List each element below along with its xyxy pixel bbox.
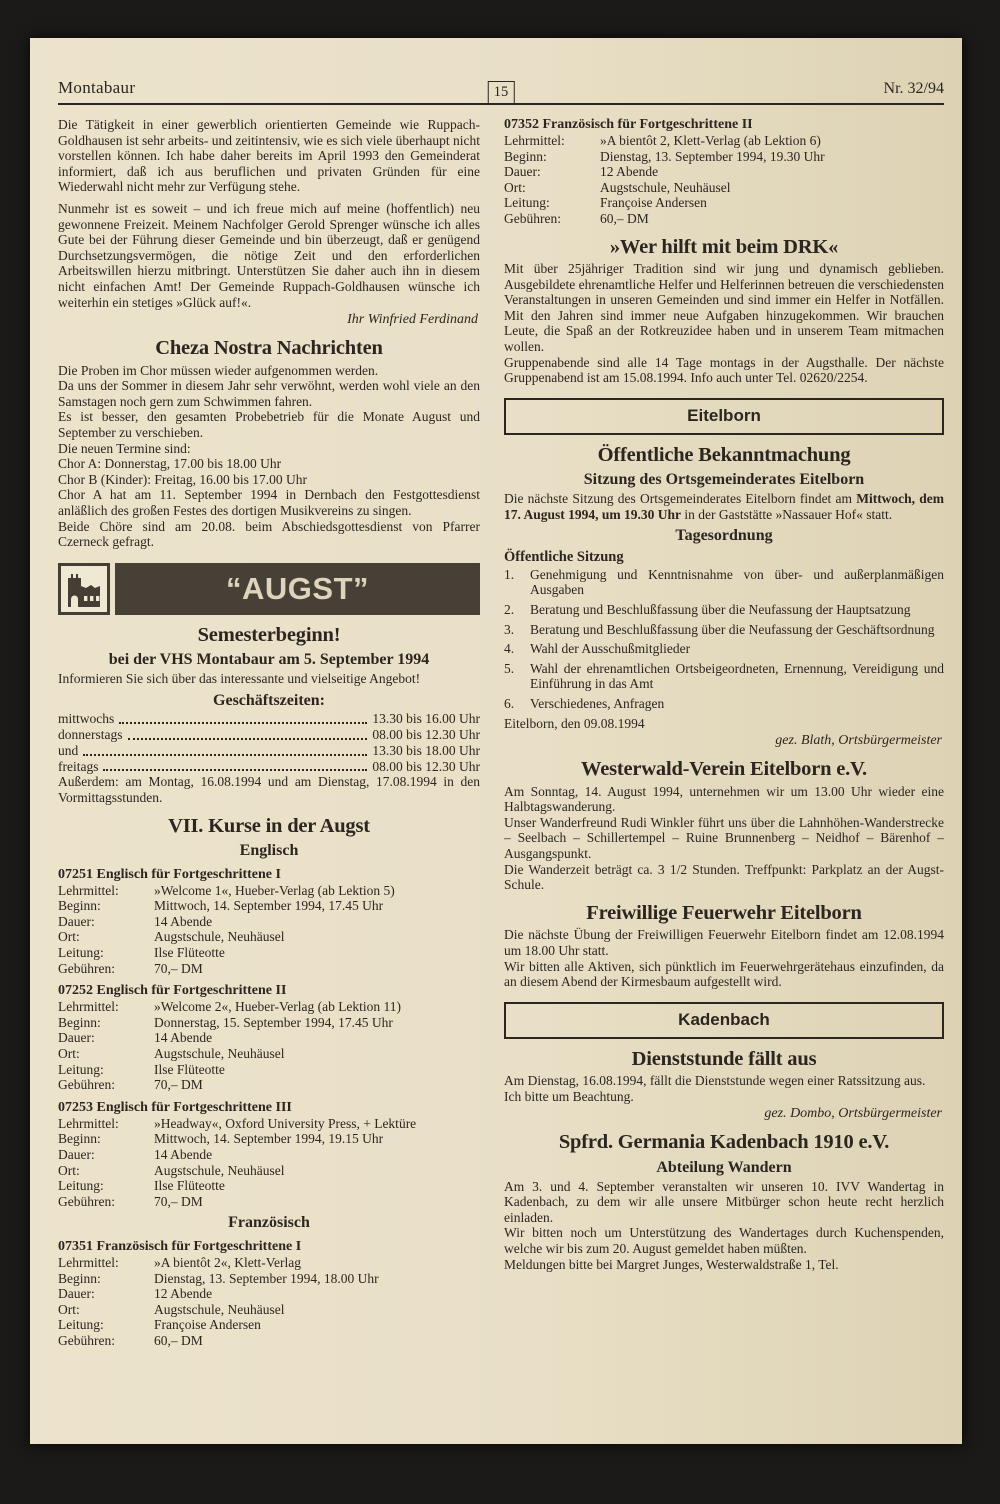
course-row xyxy=(58,961,480,977)
course-row-value: »Welcome 2«, Hueber-Verlag (ab Lektion 11) xyxy=(154,999,402,1015)
course-row-value: 70,– DM xyxy=(154,1193,203,1209)
semester-heading: Semesterbeginn! xyxy=(197,623,341,646)
cheza-line: Da uns der Sommer in diesem Jahr sehr verwöhnt, werden wohl viele an den Samstagen noch gern zum Schwimmen fahren. xyxy=(58,378,480,409)
agenda-item-number: 1. xyxy=(504,566,515,582)
dienststunde-paragraph-2: Ich bitte um Beachtung. xyxy=(504,1088,634,1104)
germania-subheading: Abteilung Wandern xyxy=(656,1159,792,1177)
agenda-item-text: Wahl der Ausschußmitglieder xyxy=(530,641,691,657)
course-block-07352 xyxy=(504,117,944,227)
hours-day: freitags xyxy=(58,758,99,774)
course-row-value: Dienstag, 13. September 1994, 19.30 Uhr xyxy=(600,148,825,164)
germania-paragraph-1: Am 3. und 4. September veranstalten wir unseren 10. IVV Wandertag in Kadenbach, zu dem wir alle unsere Mitbürger schon heute recht herzlich einladen. xyxy=(504,1178,944,1225)
course-row-value: Ilse Flüteotte xyxy=(154,1061,225,1077)
dotted-leader xyxy=(103,759,367,772)
course-row-label: Beginn: xyxy=(58,1014,101,1030)
course-row xyxy=(504,211,944,227)
course-row-value: Augstschule, Neuhäusel xyxy=(154,1301,285,1317)
course-row-label: Leitung: xyxy=(58,945,104,961)
agenda-item xyxy=(504,602,944,618)
cheza-line: Chor A hat am 11. September 1994 in Dernbach den Festgottesdienst anläßlich des großen Festes des dortigen Musikvereins zu singen. xyxy=(58,487,480,519)
course-row xyxy=(58,883,480,899)
course-title: 07251 Englisch für Fortgeschrittene I xyxy=(58,866,281,882)
course-row xyxy=(58,1046,480,1062)
course-row-value: 14 Abende xyxy=(154,913,213,929)
agenda-item xyxy=(504,661,944,692)
course-title: 07252 Englisch für Fortgeschrittene II xyxy=(58,983,287,999)
hours-note: Außerdem: am Montag, 16.08.1994 und am Dienstag, 17.08.1994 in den Vormittagsstunden. xyxy=(58,774,480,805)
hours-time: 13.30 bis 18.00 Uhr xyxy=(372,742,480,758)
agenda-heading: Tagesordnung xyxy=(675,527,773,545)
course-row-value: Augstschule, Neuhäusel xyxy=(154,1162,285,1178)
cheza-line: Beide Chöre sind am 20.08. beim Abschiedsgottesdienst von Pfarrer Czerneck gefragt. xyxy=(58,518,480,550)
course-row xyxy=(58,999,480,1015)
course-row xyxy=(58,1077,480,1093)
course-row xyxy=(58,1255,480,1271)
dotted-leader xyxy=(128,727,368,740)
course-row xyxy=(58,1163,480,1179)
semester-subheading: bei der VHS Montabaur am 5. September 1994 xyxy=(108,651,430,669)
bekanntmachung-subheading: Sitzung des Ortsgemeinderates Eitelborn xyxy=(583,471,865,489)
course-row xyxy=(58,1302,480,1318)
kurse-heading: VII. Kurse in der Augst xyxy=(168,814,370,837)
agenda-item xyxy=(504,567,944,598)
course-row xyxy=(58,1286,480,1302)
course-row-value: Augstschule, Neuhäusel xyxy=(600,179,731,195)
agenda-item xyxy=(504,622,944,638)
course-row xyxy=(504,195,944,211)
dienststunde-signature: gez. Dombo, Ortsbürgermeister xyxy=(764,1106,942,1122)
course-row-label: Dauer: xyxy=(58,1030,95,1046)
agenda-item-text: Genehmigung und Kenntnisnahme von über- und außerplanmäßigen Ausgaben xyxy=(530,566,944,598)
agenda-item-text: Verschiedenes, Anfragen xyxy=(530,695,665,711)
course-title: 07352 Französisch für Fortgeschrittene II xyxy=(504,117,753,132)
course-row xyxy=(58,945,480,961)
hours-day: mittwochs xyxy=(58,711,115,727)
course-title: 07253 Englisch für Fortgeschrittene III xyxy=(58,1099,292,1115)
course-row-label: Gebühren: xyxy=(58,960,115,976)
session-label: Öffentliche Sitzung xyxy=(504,548,624,565)
page-number-box: 15 xyxy=(488,81,515,105)
course-row xyxy=(58,1062,480,1078)
agenda-item-number: 4. xyxy=(504,641,515,657)
augst-banner xyxy=(58,563,480,615)
course-row-value: Mittwoch, 14. September 1994, 19.15 Uhr xyxy=(154,1131,384,1147)
course-row-label: Dauer: xyxy=(58,1146,95,1162)
dienststunde-heading: Dienststunde fällt aus xyxy=(631,1047,817,1070)
course-row-value: 60,– DM xyxy=(600,210,649,226)
course-row xyxy=(58,898,480,914)
header-issue: Nr. 32/94 xyxy=(883,80,944,97)
bekanntmachung-body xyxy=(504,491,944,522)
course-row-label: Gebühren: xyxy=(504,210,561,226)
hours-day: und xyxy=(58,742,79,758)
westerwald-heading: Westerwald-Verein Eitelborn e.V. xyxy=(581,758,867,781)
bekanntmachung-body-post: in der Gaststätte »Nassauer Hof« statt. xyxy=(681,506,893,522)
course-row-label: Gebühren: xyxy=(58,1077,115,1093)
course-row-value: Françoise Andersen xyxy=(600,195,707,211)
hours-heading: Geschäftszeiten: xyxy=(213,691,325,709)
feuerwehr-paragraph-1: Die nächste Übung der Freiwilligen Feuerwehr Eitelborn findet am 12.08.1994 um 18.00 Uhr statt. xyxy=(504,927,944,958)
course-row-value: Françoise Andersen xyxy=(154,1317,261,1333)
hours-row xyxy=(58,711,480,727)
hours-time: 08.00 bis 12.30 Uhr xyxy=(372,726,480,742)
course-row xyxy=(504,133,944,149)
course-row-label: Leitung: xyxy=(58,1178,104,1194)
course-block-07252 xyxy=(58,983,480,1093)
course-row-label: Lehrmittel: xyxy=(58,999,119,1015)
course-row-label: Gebühren: xyxy=(58,1332,115,1348)
course-row-label: Lehrmittel: xyxy=(504,133,565,148)
course-row xyxy=(58,1147,480,1163)
hours-row xyxy=(58,727,480,743)
westerwald-paragraph-2: Unser Wanderfreund Rudi Winkler führt uns über die Lahnhöhen-Wanderstrecke – Seelbach – Schillertempel – Ruine Brunnenberg – Neidhof – Bärenhof – Ausgangspunkt. xyxy=(504,814,944,862)
farewell-signature: Ihr Winfried Ferdinand xyxy=(347,312,478,328)
course-row xyxy=(58,929,480,945)
course-row-value: »A bientôt 2, Klett-Verlag (ab Lektion 6) xyxy=(600,133,821,148)
kurse-french-subheading: Französisch xyxy=(228,1214,310,1232)
hours-day: donnerstags xyxy=(58,726,123,742)
course-row-value: 12 Abende xyxy=(600,164,659,180)
hours-time: 08.00 bis 12.30 Uhr xyxy=(372,758,480,774)
farewell-paragraph-2: Nunmehr ist es soweit – und ich freue mich auf meine (hoffentlich) neu gewonnene Freizeit. Meinem Nachfolger Gerold Sprenger wünsche ich alles Gute bei der Führung dieser Gemeinde und bin überzeugt, daß er genügend Durchsetzungsvermögen, die nötige Zeit und den erforderlichen Arbeitswillen hierzu mitbringt. Unterstützen Sie daher auch ihn in diesem nicht einfachen Amt! Der Gemeinde Ruppach-Goldhausen wünsche ich weiterhin ein stetiges »Glück auf!«. xyxy=(58,200,480,310)
course-row xyxy=(58,1317,480,1333)
course-row xyxy=(504,180,944,196)
course-row-value: Augstschule, Neuhäusel xyxy=(154,929,285,945)
feuerwehr-paragraph-2: Wir bitten alle Aktiven, sich pünktlich im Feuerwehrgerätehaus einzufinden, da an diesem Abend der Kirmesbaum aufgestellt wird. xyxy=(504,958,944,990)
course-row-label: Ort: xyxy=(58,929,80,945)
hours-row xyxy=(58,759,480,775)
course-row-value: Dienstag, 13. September 1994, 18.00 Uhr xyxy=(154,1270,379,1286)
newsletter-page xyxy=(30,38,962,1444)
course-row-label: Ort: xyxy=(58,1045,80,1061)
course-row-value: Ilse Flüteotte xyxy=(154,1178,225,1194)
right-column xyxy=(504,117,944,1348)
course-row-label: Lehrmittel: xyxy=(58,1115,119,1131)
course-row-label: Gebühren: xyxy=(58,1193,115,1209)
course-row-value: »Headway«, Oxford University Press, + Lektüre xyxy=(154,1115,417,1131)
course-row xyxy=(58,1333,480,1349)
course-row-label: Leitung: xyxy=(504,195,550,211)
agenda-item-number: 5. xyxy=(504,660,515,676)
cheza-line: Chor A: Donnerstag, 17.00 bis 18.00 Uhr xyxy=(58,456,282,472)
dotted-leader xyxy=(83,743,367,756)
semester-intro: Informieren Sie sich über das interessante und vielseitige Angebot! xyxy=(58,670,421,686)
eitelborn-section-box: Eitelborn xyxy=(504,398,944,435)
course-row-value: 60,– DM xyxy=(154,1332,203,1348)
cheza-line: Es ist besser, den gesamten Probebetrieb für die Monate August und September zu verschieben. xyxy=(58,409,480,441)
course-title: 07351 Französisch für Fortgeschrittene I xyxy=(58,1238,302,1254)
header-place: Montabaur xyxy=(58,78,136,97)
course-row-label: Beginn: xyxy=(58,1270,101,1286)
agenda-item-number: 2. xyxy=(504,601,515,617)
left-column xyxy=(58,117,480,1348)
course-row xyxy=(58,1178,480,1194)
dienststunde-paragraph-1: Am Dienstag, 16.08.1994, fällt die Dienststunde wegen einer Ratssitzung aus. xyxy=(504,1073,926,1089)
agenda-item-text: Beratung und Beschlußfassung über die Neufassung der Geschäftsordnung xyxy=(530,621,935,637)
course-block-07351 xyxy=(58,1239,480,1349)
course-row-value: Mittwoch, 14. September 1994, 17.45 Uhr xyxy=(154,898,384,914)
cheza-line: Chor B (Kinder): Freitag, 16.00 bis 17.00 Uhr xyxy=(58,471,307,487)
westerwald-paragraph-1: Am Sonntag, 14. August 1994, unternehmen wir um 13.00 Uhr wieder eine Halbtagswanderung. xyxy=(504,783,944,815)
hours-row xyxy=(58,743,480,759)
course-row xyxy=(58,1015,480,1031)
two-column-layout xyxy=(58,117,944,1348)
germania-heading: Spfrd. Germania Kadenbach 1910 e.V. xyxy=(558,1131,890,1154)
course-row-label: Dauer: xyxy=(58,1286,95,1302)
cheza-line: Die neuen Termine sind: xyxy=(58,440,191,456)
course-row-label: Ort: xyxy=(504,179,526,195)
course-row-value: Augstschule, Neuhäusel xyxy=(154,1045,285,1061)
course-row-value: 14 Abende xyxy=(154,1030,213,1046)
course-row xyxy=(58,1131,480,1147)
agenda-item xyxy=(504,696,944,712)
course-row-label: Beginn: xyxy=(58,1131,101,1147)
course-row xyxy=(58,1030,480,1046)
kadenbach-section-box: Kadenbach xyxy=(504,1002,944,1039)
kurse-english-subheading: Englisch xyxy=(239,842,299,860)
course-row-value: »Welcome 1«, Hueber-Verlag (ab Lektion 5) xyxy=(154,882,395,898)
course-row-label: Lehrmittel: xyxy=(58,1254,119,1270)
bekanntmachung-body-pre: Die nächste Sitzung des Ortsgemeinderates Eitelborn findet am xyxy=(504,491,857,506)
course-row-label: Beginn: xyxy=(58,898,101,914)
course-row-label: Leitung: xyxy=(58,1061,104,1077)
course-block-07253 xyxy=(58,1100,480,1210)
agenda-item-number: 6. xyxy=(504,695,515,711)
course-row-value: Donnerstag, 15. September 1994, 17.45 Uhr xyxy=(154,1014,393,1030)
course-row-value: 70,– DM xyxy=(154,1077,203,1093)
augst-banner-label: “AUGST” xyxy=(115,563,480,615)
feuerwehr-heading: Freiwillige Feuerwehr Eitelborn xyxy=(586,901,862,924)
bekanntmachung-signature: gez. Blath, Ortsbürgermeister xyxy=(775,733,942,749)
germania-paragraph-2: Wir bitten noch um Unterstützung des Wandertages durch Kuchenspenden, welche wir bis zum 20. August gemeldet haben müßten. xyxy=(504,1225,944,1256)
course-row xyxy=(58,914,480,930)
course-row-label: Lehrmittel: xyxy=(58,882,119,898)
drk-heading: »Wer hilft mit beim DRK« xyxy=(609,235,839,258)
bekanntmachung-body-bold: Mittwoch, dem 17. August 1994, um 19.30 Uhr xyxy=(504,491,944,522)
course-row xyxy=(504,149,944,165)
course-row xyxy=(504,164,944,180)
course-row-label: Ort: xyxy=(58,1301,80,1317)
cheza-heading: Cheza Nostra Nachrichten xyxy=(155,337,383,360)
course-row-value: 12 Abende xyxy=(154,1286,213,1302)
agenda-item xyxy=(504,641,944,657)
course-block-07251 xyxy=(58,867,480,977)
dotted-leader xyxy=(119,711,367,724)
course-row-value: Ilse Flüteotte xyxy=(154,945,225,961)
agenda-item-text: Beratung und Beschlußfassung über die Neufassung der Hauptsatzung xyxy=(530,601,911,617)
hours-time: 13.30 bis 16.00 Uhr xyxy=(372,711,480,727)
course-row-label: Beginn: xyxy=(504,148,547,164)
farewell-paragraph-1: Die Tätigkeit in einer gewerblich orientierten Gemeinde wie Ruppach-Goldhausen ist sehr arbeits- und zeitintensiv, wie es sich viele überhaupt nicht vorstellen können. Ich habe daher bereits im April 1993 den Gemeinderat informiert, daß ich aus beruflichen und privaten Gründen für eine Wiederwahl nicht mehr zur Verfügung stehe. xyxy=(58,117,481,195)
course-row-value: 14 Abende xyxy=(154,1146,213,1162)
course-row-label: Dauer: xyxy=(504,164,541,180)
castle-icon xyxy=(58,563,110,615)
course-row-label: Leitung: xyxy=(58,1317,104,1333)
course-row xyxy=(58,1271,480,1287)
course-row-label: Dauer: xyxy=(58,913,95,929)
drk-paragraph-1: Mit über 25jähriger Tradition sind wir jung und dynamisch geblieben. Ausgebildete ehrenamtliche Helfer und Helferinnen betreuen die verschiedensten Veranstaltungen in unseren Gemeinden und sind immer ein Helfer in Notfällen. Mit den Jahren sind immer neue Aufgaben hinzugekommen. Wir brauchen Leute, die Spaß an der Rotkreuzidee haben und in unserem Team mitmachen wollen. xyxy=(504,261,944,355)
course-row xyxy=(58,1116,480,1132)
agenda-item-text: Wahl der ehrenamtlichen Ortsbeigeordneten, Ernennung, Vereidigung und Einführung in das Amt xyxy=(530,660,944,692)
course-row xyxy=(58,1194,480,1210)
course-row-value: 70,– DM xyxy=(154,960,203,976)
cheza-line: Die Proben im Chor müssen wieder aufgenommen werden. xyxy=(58,362,379,378)
course-row-label: Ort: xyxy=(58,1162,80,1178)
westerwald-paragraph-3: Die Wanderzeit beträgt ca. 3 1/2 Stunden. Treffpunkt: Parkplatz an der Augst-Schule. xyxy=(504,861,944,893)
page-header xyxy=(58,78,944,105)
agenda-item-number: 3. xyxy=(504,621,515,637)
course-row-value: »A bientôt 2«, Klett-Verlag xyxy=(154,1254,301,1270)
agenda-dateline: Eitelborn, den 09.08.1994 xyxy=(504,715,645,731)
germania-paragraph-3: Meldungen bitte bei Margret Junges, Westerwaldstraße 1, Tel. xyxy=(504,1256,839,1272)
drk-paragraph-2: Gruppenabende sind alle 14 Tage montags in der Augsthalle. Der nächste Gruppenabend ist am 15.08.1994. Info auch unter Tel. 02620/2254. xyxy=(504,354,944,386)
bekanntmachung-heading: Öffentliche Bekanntmachung xyxy=(597,443,851,466)
